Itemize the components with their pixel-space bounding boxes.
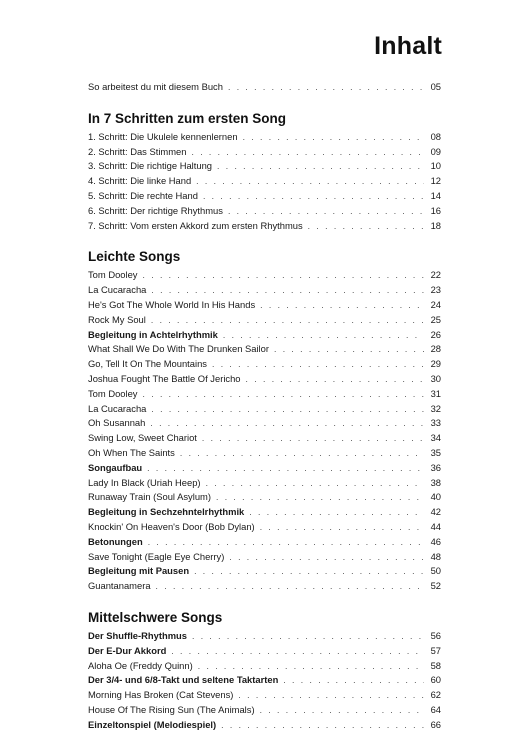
- toc-entry[interactable]: [88, 579, 441, 594]
- entry-page-number: 52: [430, 580, 441, 592]
- toc-entry[interactable]: [88, 703, 441, 718]
- entry-page-number: 58: [430, 659, 441, 671]
- entry-title: Aloha Oe (Freddy Quinn): [88, 659, 193, 671]
- dot-leader: [274, 342, 424, 357]
- entry-page-number: 22: [430, 269, 441, 281]
- dot-leader: [212, 357, 424, 372]
- entry-title: Joshua Fought The Battle Of Jericho: [88, 372, 241, 384]
- entry-page-number: 30: [430, 372, 441, 384]
- entry-page-number: 50: [430, 565, 441, 577]
- dot-leader: [151, 402, 424, 417]
- entry-title: Oh Susannah: [88, 417, 146, 429]
- entry-page-number: 31: [430, 387, 441, 399]
- entry-title: Guantanamera: [88, 580, 151, 592]
- entry-title: Oh When The Saints: [88, 446, 175, 458]
- toc-entry[interactable]: [88, 174, 441, 189]
- toc-entry[interactable]: [88, 505, 441, 520]
- entry-title: Lady In Black (Uriah Heep): [88, 476, 201, 488]
- toc-entry[interactable]: [88, 189, 441, 204]
- dot-leader: [249, 505, 424, 520]
- entry-title: Save Tonight (Eagle Eye Cherry): [88, 550, 225, 562]
- toc-entry[interactable]: [88, 313, 441, 328]
- dot-leader: [229, 550, 424, 565]
- toc-entry[interactable]: [88, 673, 441, 688]
- toc-entry[interactable]: [88, 357, 441, 372]
- dot-leader: [171, 644, 424, 659]
- toc-entry[interactable]: [88, 159, 441, 174]
- toc-entry[interactable]: [88, 550, 441, 565]
- entry-page-number: 34: [430, 432, 441, 444]
- toc-entry[interactable]: [88, 387, 441, 402]
- page-title: Inhalt: [374, 32, 442, 60]
- entry-title: Einzeltonspiel (Melodiespiel): [88, 718, 217, 730]
- dot-leader: [147, 461, 424, 476]
- entry-page-number: 56: [430, 629, 441, 641]
- dot-leader: [223, 328, 424, 343]
- entry-page-number: 18: [430, 219, 441, 231]
- dot-leader: [238, 688, 424, 703]
- entry-title: 2. Schritt: Das Stimmen: [88, 145, 187, 157]
- entry-page-number: 64: [430, 703, 441, 715]
- entry-title: Tom Dooley: [88, 387, 138, 399]
- entry-page-number: 38: [430, 476, 441, 488]
- entry-page-number: 36: [430, 461, 441, 473]
- entry-page-number: 24: [430, 298, 441, 310]
- toc-entry[interactable]: [88, 535, 441, 550]
- entry-page-number: 25: [430, 313, 441, 325]
- entry-page-number: 23: [430, 284, 441, 296]
- section-heading: In 7 Schritten zum ersten Song: [88, 110, 287, 126]
- dot-leader: [202, 431, 424, 446]
- dot-leader: [192, 629, 424, 644]
- toc-entry[interactable]: [88, 204, 441, 219]
- dot-leader: [221, 718, 424, 733]
- dot-leader: [196, 174, 424, 189]
- toc-entry[interactable]: [88, 342, 441, 357]
- entry-page-number: 28: [430, 343, 441, 355]
- entry-page-number: 48: [430, 550, 441, 562]
- entry-page-number: 46: [430, 535, 441, 547]
- toc-entry[interactable]: [88, 402, 441, 417]
- entry-title: House Of The Rising Sun (The Animals): [88, 703, 255, 715]
- entry-title: La Cucaracha: [88, 402, 147, 414]
- toc-entry[interactable]: [88, 688, 441, 703]
- toc-entry[interactable]: [88, 298, 441, 313]
- dot-leader: [216, 490, 424, 505]
- dot-leader: [260, 520, 424, 535]
- toc-entry[interactable]: [88, 446, 441, 461]
- toc-entry[interactable]: [88, 718, 441, 733]
- dot-leader: [180, 446, 424, 461]
- entry-page-number: 08: [430, 130, 441, 142]
- entry-title: Begleitung in Sechzehntelrhythmik: [88, 506, 245, 518]
- dot-leader: [228, 204, 424, 219]
- dot-leader: [246, 372, 424, 387]
- entry-title: Tom Dooley: [88, 269, 138, 281]
- toc-section: [88, 111, 441, 234]
- toc-entry[interactable]: [88, 461, 441, 476]
- entry-title: 1. Schritt: Die Ukulele kennenlernen: [88, 130, 238, 142]
- dot-leader: [206, 476, 424, 491]
- toc-entry[interactable]: [88, 268, 441, 283]
- entry-title: Morning Has Broken (Cat Stevens): [88, 689, 234, 701]
- entry-title: Rock My Soul: [88, 313, 146, 325]
- dot-leader: [203, 189, 424, 204]
- entry-page-number: 42: [430, 506, 441, 518]
- dot-leader: [260, 298, 424, 313]
- entry-page-number: 12: [430, 175, 441, 187]
- entry-page-number: 05: [430, 81, 441, 92]
- toc-entry[interactable]: [88, 659, 441, 674]
- entry-title: Songaufbau: [88, 461, 143, 473]
- entry-title: 5. Schritt: Die rechte Hand: [88, 189, 198, 201]
- entry-title: Betonungen: [88, 535, 143, 547]
- dot-leader: [217, 159, 424, 174]
- entry-page-number: 57: [430, 644, 441, 656]
- toc-entry[interactable]: [88, 564, 441, 579]
- toc-entry[interactable]: [88, 219, 441, 234]
- section-heading: Mittelschwere Songs: [88, 609, 223, 625]
- entry-page-number: 10: [430, 160, 441, 172]
- dot-leader: [150, 416, 424, 431]
- dot-leader: [228, 80, 424, 95]
- entry-title: What Shall We Do With The Drunken Sailor: [88, 343, 269, 355]
- entry-title: Der Shuffle-Rhythmus: [88, 629, 187, 641]
- toc-section: [88, 80, 441, 95]
- entry-page-number: 14: [430, 189, 441, 201]
- entry-page-number: 40: [430, 491, 441, 503]
- entry-page-number: 29: [430, 358, 441, 370]
- entry-page-number: 26: [430, 328, 441, 340]
- dot-leader: [191, 145, 424, 160]
- table-of-contents: [88, 74, 441, 732]
- entry-title: Knockin' On Heaven's Door (Bob Dylan): [88, 520, 255, 532]
- toc-entry[interactable]: [88, 490, 441, 505]
- toc-entry[interactable]: [88, 328, 441, 343]
- section-heading: Leichte Songs: [88, 249, 181, 265]
- dot-leader: [143, 387, 425, 402]
- entry-title: Runaway Train (Soul Asylum): [88, 491, 211, 503]
- dot-leader: [156, 579, 424, 594]
- dot-leader: [143, 268, 425, 283]
- entry-page-number: 60: [430, 674, 441, 686]
- dot-leader: [194, 564, 424, 579]
- toc-entry[interactable]: [88, 629, 441, 644]
- toc-entry[interactable]: [88, 476, 441, 491]
- toc-entry[interactable]: [88, 283, 441, 298]
- dot-leader: [243, 130, 424, 145]
- entry-title: Go, Tell It On The Mountains: [88, 358, 207, 370]
- entry-page-number: 16: [430, 204, 441, 216]
- dot-leader: [283, 673, 424, 688]
- entry-title: He's Got The Whole World In His Hands: [88, 298, 256, 310]
- dot-leader: [148, 535, 424, 550]
- entry-title: Der 3/4- und 6/8-Takt und seltene Taktarten: [88, 674, 279, 686]
- entry-page-number: 35: [430, 446, 441, 458]
- entry-title: Begleitung in Achtelrhythmik: [88, 328, 218, 340]
- toc-entry[interactable]: [88, 416, 441, 431]
- entry-page-number: 44: [430, 520, 441, 532]
- entry-title: 7. Schritt: Vom ersten Akkord zum ersten Rhythmus: [88, 219, 303, 231]
- dot-leader: [151, 283, 424, 298]
- toc-section: [88, 610, 441, 733]
- dot-leader: [198, 659, 424, 674]
- toc-entry[interactable]: [88, 644, 441, 659]
- toc-section: [88, 249, 441, 594]
- entry-title: 3. Schritt: Die richtige Haltung: [88, 160, 213, 172]
- toc-entry[interactable]: [88, 130, 441, 145]
- entry-title: Der E-Dur Akkord: [88, 644, 167, 656]
- dot-leader: [260, 703, 424, 718]
- entry-title: Swing Low, Sweet Chariot: [88, 432, 197, 444]
- toc-entry[interactable]: [88, 372, 441, 387]
- toc-entry[interactable]: [88, 520, 441, 535]
- toc-entry[interactable]: [88, 80, 441, 95]
- entry-page-number: 62: [430, 689, 441, 701]
- entry-page-number: 66: [430, 718, 441, 730]
- toc-entry[interactable]: [88, 145, 441, 160]
- entry-title: Begleitung mit Pausen: [88, 565, 190, 577]
- entry-page-number: 09: [430, 145, 441, 157]
- toc-entry[interactable]: [88, 431, 441, 446]
- dot-leader: [151, 313, 424, 328]
- entry-title: So arbeitest du mit diesem Buch: [88, 81, 223, 92]
- entry-page-number: 32: [430, 402, 441, 414]
- entry-title: 6. Schritt: Der richtige Rhythmus: [88, 204, 223, 216]
- entry-title: La Cucaracha: [88, 284, 147, 296]
- entry-title: 4. Schritt: Die linke Hand: [88, 175, 192, 187]
- dot-leader: [308, 219, 424, 234]
- entry-page-number: 33: [430, 417, 441, 429]
